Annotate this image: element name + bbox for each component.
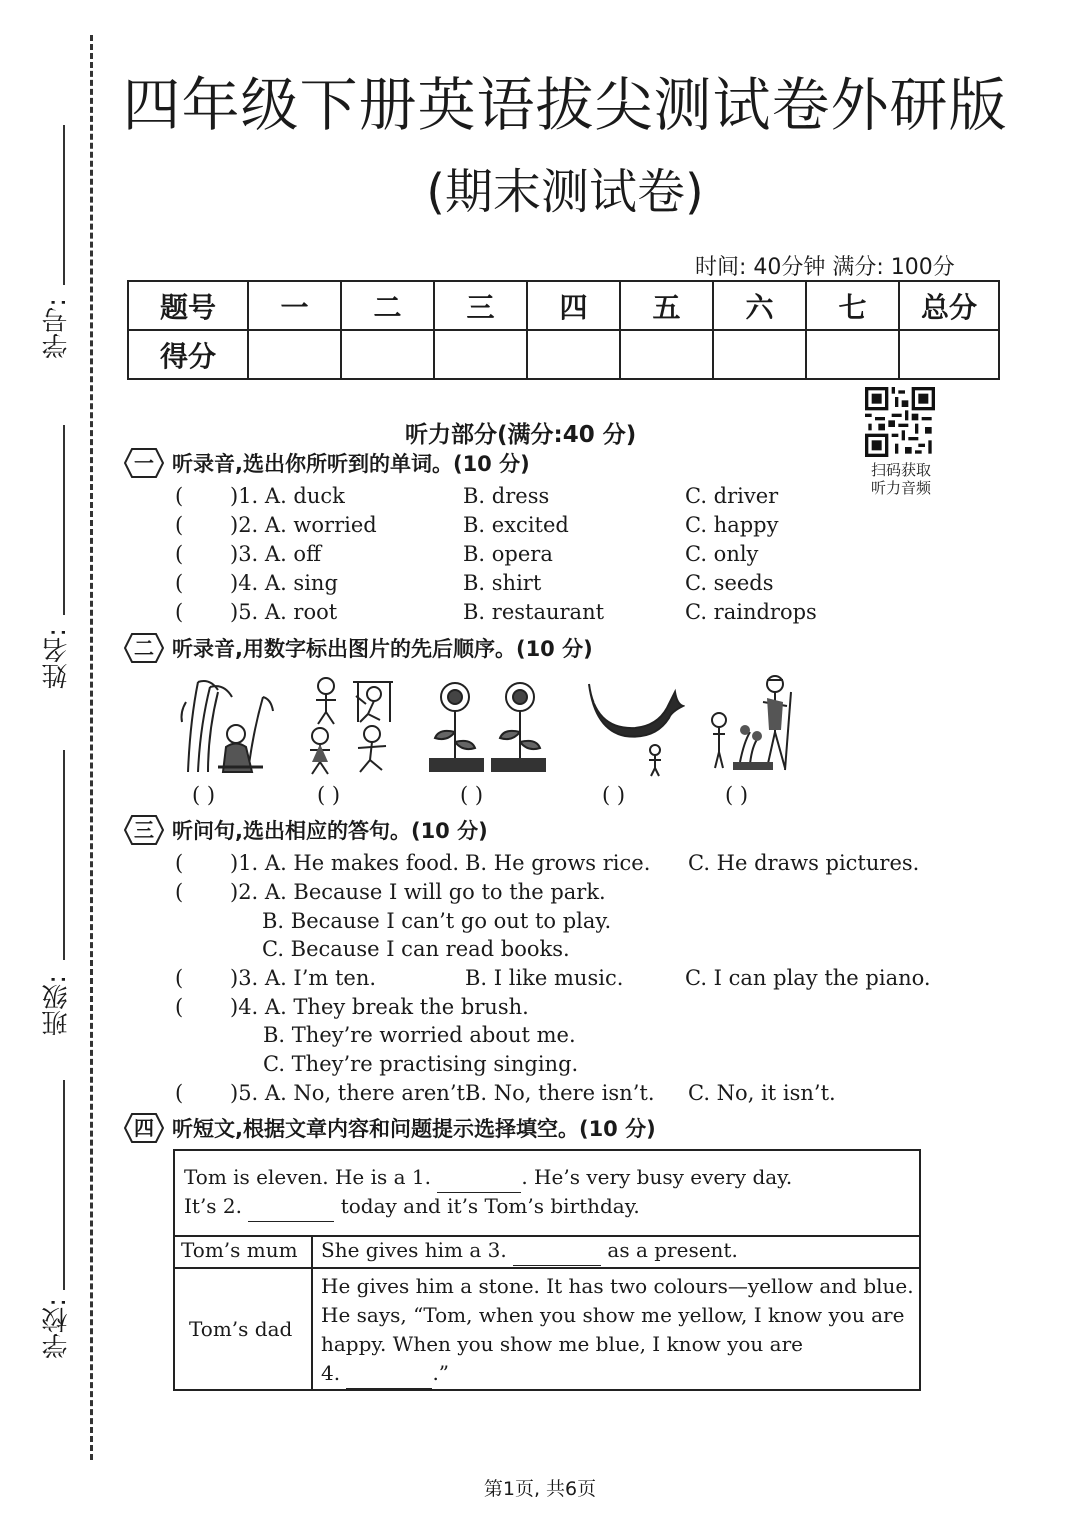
score-input-cell[interactable]	[620, 330, 713, 379]
score-input-cell[interactable]	[806, 330, 899, 379]
question-option-c: C. only	[685, 542, 759, 566]
page-footer: 第1页, 共6页	[483, 1478, 597, 1500]
passage-text: It’s 2.	[184, 1194, 242, 1218]
score-input-cell[interactable]	[434, 330, 527, 379]
picture-answer-paren[interactable]: ( )	[460, 783, 484, 807]
binding-dashed-line	[90, 35, 93, 1460]
question-option-c: C. driver	[685, 484, 779, 508]
score-table	[127, 280, 1000, 380]
passage-text: . He’s very busy every day.	[521, 1165, 793, 1189]
question-option-b: B. dress	[463, 484, 550, 508]
passage-text: today and it’s Tom’s birthday.	[340, 1194, 640, 1218]
qr-caption-line1: 扫码获取	[870, 461, 931, 479]
sunflowers-icon	[425, 672, 550, 777]
question-option-c: C. seeds	[685, 571, 774, 595]
question-option-a: )4. A. sing	[230, 571, 338, 595]
section-4-heading	[124, 1113, 656, 1143]
dad-label: Tom’s dad	[189, 1317, 293, 1341]
question-option-b: B. opera	[463, 542, 553, 566]
question-option-c: C. happy	[685, 513, 779, 537]
score-input-cell[interactable]	[248, 330, 341, 379]
question-option-c: C. Because I can read books.	[262, 937, 570, 961]
picture-answer-paren[interactable]: ( )	[602, 783, 626, 807]
answer-paren[interactable]: (	[175, 600, 184, 624]
family-gardening-icon	[705, 672, 805, 777]
section-1-heading	[124, 448, 530, 478]
question-option-a: )2. A. worried	[230, 513, 377, 537]
passage-line: He says, “Tom, when you show me yellow, I know you are	[321, 1303, 905, 1327]
section-badge	[124, 633, 164, 663]
section-instruction: 听录音,用数字标出图片的先后顺序。(10 分)	[172, 637, 593, 661]
blank-3[interactable]	[513, 1236, 601, 1266]
blank-1[interactable]	[437, 1163, 521, 1193]
answer-paren[interactable]: (	[175, 966, 184, 990]
passage-line: happy. When you show me blue, I know you are	[321, 1332, 803, 1356]
score-cell: 五	[620, 281, 713, 330]
question-option-b: B. shirt	[463, 571, 542, 595]
answer-paren[interactable]: (	[175, 542, 184, 566]
question-option-a: )5. A. No, there aren’t.	[230, 1081, 472, 1105]
mum-label: Tom’s mum	[181, 1238, 298, 1262]
section-instruction: 听录音,选出你所听到的单词。(10 分)	[172, 452, 530, 476]
page-subtitle: (期末测试卷)	[426, 164, 704, 220]
score-cell: 总分	[899, 281, 999, 330]
blank-2[interactable]	[248, 1192, 334, 1222]
score-table-header-row	[128, 281, 999, 330]
section-badge	[124, 448, 164, 478]
passage-text: She gives him a 3.	[321, 1238, 507, 1262]
question-option-b: B. restaurant	[463, 600, 605, 624]
section-number: 四	[134, 1116, 154, 1140]
passage-dad-row	[175, 1269, 919, 1391]
section-instruction: 听问句,选出相应的答句。(10 分)	[172, 819, 488, 843]
answer-paren[interactable]: (	[175, 513, 184, 537]
score-cell: 一	[248, 281, 341, 330]
passage-line	[321, 1236, 738, 1266]
picture-answer-paren[interactable]: ( )	[317, 783, 341, 807]
score-table-score-row	[128, 330, 999, 379]
page-title: 四年级下册英语拔尖测试卷外研版	[122, 71, 1008, 139]
section-badge	[124, 815, 164, 845]
answer-paren[interactable]: (	[175, 995, 184, 1019]
section-number: 三	[134, 818, 154, 842]
answer-paren[interactable]: (	[175, 1081, 184, 1105]
question-option-a: )5. A. root	[230, 600, 338, 624]
passage-text: Tom is eleven. He is a 1.	[184, 1165, 431, 1189]
passage-intro-row	[175, 1151, 919, 1237]
section-number: 一	[134, 451, 154, 475]
question-option-c: C. raindrops	[685, 600, 817, 624]
name-label: 姓名:	[42, 628, 72, 689]
question-option-b: B. I like music.	[465, 966, 624, 990]
class-line	[63, 750, 65, 960]
section-2-heading	[124, 633, 593, 663]
blank-4[interactable]	[346, 1359, 432, 1389]
section-badge	[124, 1113, 164, 1143]
score-cell: 题号	[128, 281, 248, 330]
passage-line	[184, 1192, 640, 1222]
score-cell: 七	[806, 281, 899, 330]
question-option-b: B. He grows rice.	[465, 851, 651, 875]
passage-line	[184, 1163, 792, 1193]
score-input-cell[interactable]	[713, 330, 806, 379]
question-option-a: )4. A. They break the brush.	[230, 995, 529, 1019]
passage-mum-row	[175, 1235, 919, 1269]
rice-field-icon	[178, 672, 278, 777]
school-label: 学校:	[42, 1298, 72, 1359]
score-input-cell[interactable]	[899, 330, 999, 379]
passage-line: He gives him a stone. It has two colours—yellow and blue.	[321, 1274, 914, 1298]
qr-caption	[860, 461, 942, 497]
question-option-c: C. He draws pictures.	[688, 851, 920, 875]
school-line	[63, 1080, 65, 1290]
class-label: 班级:	[42, 975, 72, 1036]
score-cell: 三	[434, 281, 527, 330]
passage-text: 4.	[321, 1361, 341, 1385]
question-option-a: )1. A. He makes food.	[230, 851, 460, 875]
passage-table	[173, 1149, 921, 1391]
question-option-a: )3. A. off	[230, 542, 321, 566]
score-cell: 四	[527, 281, 620, 330]
score-cell: 二	[341, 281, 434, 330]
student-id-label: 学号:	[42, 298, 72, 359]
name-line	[63, 425, 65, 615]
question-option-b: B. No, there isn’t.	[465, 1081, 655, 1105]
question-option-b: B. They’re worried about me.	[263, 1023, 576, 1047]
picture-answer-paren[interactable]: ( )	[725, 783, 749, 807]
question-option-c: C. I can play the piano.	[685, 966, 931, 990]
time-and-score: 时间: 40分钟 满分: 100分	[695, 255, 955, 280]
passage-text: as a present.	[607, 1238, 738, 1262]
question-option-a: )1. A. duck	[230, 484, 345, 508]
score-row-label: 得分	[128, 330, 248, 379]
section-number: 二	[134, 636, 154, 660]
question-option-c: C. No, it isn’t.	[688, 1081, 836, 1105]
question-option-a: )3. A. I’m ten.	[230, 966, 377, 990]
score-input-cell[interactable]	[527, 330, 620, 379]
question-option-b: B. Because I can’t go out to play.	[262, 909, 612, 933]
passage-text: .”	[432, 1361, 450, 1385]
answer-paren[interactable]: (	[175, 484, 184, 508]
passage-line	[321, 1359, 449, 1389]
picture-answer-paren[interactable]: ( )	[192, 783, 216, 807]
question-option-c: C. They’re practising singing.	[263, 1052, 579, 1076]
listening-part-title: 听力部分(满分:40 分)	[405, 422, 637, 448]
qr-code-icon[interactable]	[865, 387, 935, 457]
answer-paren[interactable]: (	[175, 880, 184, 904]
score-input-cell[interactable]	[341, 330, 434, 379]
children-playing-icon	[298, 672, 398, 777]
qr-caption-line2: 听力音频	[870, 479, 931, 497]
score-cell: 六	[713, 281, 806, 330]
section-3-heading	[124, 815, 488, 845]
answer-paren[interactable]: (	[175, 851, 184, 875]
whale-icon	[585, 672, 685, 777]
question-option-b: B. excited	[463, 513, 569, 537]
answer-paren[interactable]: (	[175, 571, 184, 595]
table-divider	[311, 1235, 313, 1389]
section-instruction: 听短文,根据文章内容和问题提示选择填空。(10 分)	[172, 1117, 656, 1141]
question-option-a: )2. A. Because I will go to the park.	[230, 880, 606, 904]
